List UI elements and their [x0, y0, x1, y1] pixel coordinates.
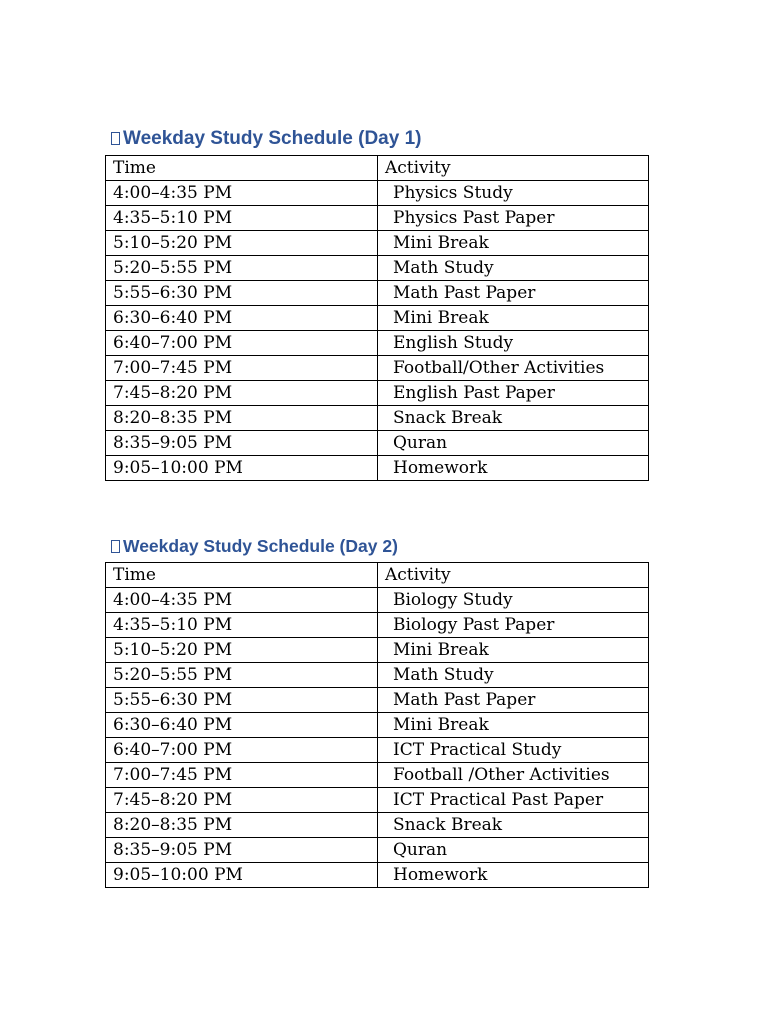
activity-cell: Math Study — [378, 256, 649, 281]
activity-column-header: Activity — [378, 563, 649, 588]
time-cell: 7:45–8:20 PM — [106, 381, 378, 406]
activity-cell: Physics Study — [378, 181, 649, 206]
schedule-table-day-1 — [105, 155, 649, 481]
time-cell: 4:35–5:10 PM — [106, 206, 378, 231]
schedule-section-day-1 — [105, 125, 648, 481]
table-header-row — [106, 156, 649, 181]
activity-cell: Mini Break — [378, 231, 649, 256]
time-cell: 4:00–4:35 PM — [106, 588, 378, 613]
table-row — [106, 231, 649, 256]
activity-cell: Math Past Paper — [378, 688, 649, 713]
table-row — [106, 788, 649, 813]
time-cell: 8:35–9:05 PM — [106, 838, 378, 863]
table-row — [106, 306, 649, 331]
time-cell: 4:00–4:35 PM — [106, 181, 378, 206]
time-cell: 5:20–5:55 PM — [106, 256, 378, 281]
activity-column-header: Activity — [378, 156, 649, 181]
activity-cell: English Study — [378, 331, 649, 356]
activity-cell: Math Past Paper — [378, 281, 649, 306]
activity-cell: ICT Practical Study — [378, 738, 649, 763]
time-cell: 5:10–5:20 PM — [106, 231, 378, 256]
table-row — [106, 588, 649, 613]
activity-cell: Mini Break — [378, 713, 649, 738]
activity-cell: Mini Break — [378, 638, 649, 663]
time-cell: 4:35–5:10 PM — [106, 613, 378, 638]
table-header-row — [106, 563, 649, 588]
activity-cell: Snack Break — [378, 406, 649, 431]
time-cell: 5:20–5:55 PM — [106, 663, 378, 688]
activity-cell: Quran — [378, 838, 649, 863]
activity-cell: Football /Other Activities — [378, 763, 649, 788]
table-row — [106, 256, 649, 281]
table-row — [106, 663, 649, 688]
time-cell: 9:05–10:00 PM — [106, 456, 378, 481]
activity-cell: Snack Break — [378, 813, 649, 838]
time-cell: 7:45–8:20 PM — [106, 788, 378, 813]
table-row — [106, 331, 649, 356]
table-row — [106, 713, 649, 738]
activity-cell: Football/Other Activities — [378, 356, 649, 381]
time-cell: 5:55–6:30 PM — [106, 281, 378, 306]
time-cell: 7:00–7:45 PM — [106, 356, 378, 381]
time-cell: 6:40–7:00 PM — [106, 738, 378, 763]
table-row — [106, 838, 649, 863]
activity-cell: Quran — [378, 431, 649, 456]
time-cell: 9:05–10:00 PM — [106, 863, 378, 888]
table-row — [106, 638, 649, 663]
time-column-header: Time — [106, 563, 378, 588]
table-row — [106, 763, 649, 788]
time-cell: 8:20–8:35 PM — [106, 813, 378, 838]
schedule-section-day-2 — [105, 532, 648, 888]
schedule-heading-day-2 — [105, 532, 648, 562]
time-cell: 6:40–7:00 PM — [106, 331, 378, 356]
activity-cell: Physics Past Paper — [378, 206, 649, 231]
table-row — [106, 863, 649, 888]
time-cell: 8:20–8:35 PM — [106, 406, 378, 431]
document-icon — [111, 540, 120, 553]
activity-cell: ICT Practical Past Paper — [378, 788, 649, 813]
schedule-title: Weekday Study Schedule (Day 1) — [123, 128, 422, 149]
time-cell: 8:35–9:05 PM — [106, 431, 378, 456]
time-cell: 6:30–6:40 PM — [106, 713, 378, 738]
table-row — [106, 181, 649, 206]
activity-cell: Biology Study — [378, 588, 649, 613]
table-row — [106, 381, 649, 406]
schedule-title: Weekday Study Schedule (Day 2) — [123, 536, 398, 556]
schedule-table-day-2 — [105, 562, 649, 888]
activity-cell: Biology Past Paper — [378, 613, 649, 638]
activity-cell: Math Study — [378, 663, 649, 688]
table-row — [106, 431, 649, 456]
schedule-heading-day-1 — [105, 125, 648, 155]
time-cell: 7:00–7:45 PM — [106, 763, 378, 788]
table-row — [106, 813, 649, 838]
activity-cell: Homework — [378, 456, 649, 481]
activity-cell: Homework — [378, 863, 649, 888]
table-row — [106, 406, 649, 431]
table-row — [106, 456, 649, 481]
table-row — [106, 206, 649, 231]
table-row — [106, 356, 649, 381]
table-row — [106, 613, 649, 638]
time-column-header: Time — [106, 156, 378, 181]
activity-cell: Mini Break — [378, 306, 649, 331]
table-row — [106, 688, 649, 713]
activity-cell: English Past Paper — [378, 381, 649, 406]
time-cell: 6:30–6:40 PM — [106, 306, 378, 331]
table-row — [106, 281, 649, 306]
time-cell: 5:10–5:20 PM — [106, 638, 378, 663]
document-icon — [111, 132, 120, 145]
time-cell: 5:55–6:30 PM — [106, 688, 378, 713]
table-row — [106, 738, 649, 763]
